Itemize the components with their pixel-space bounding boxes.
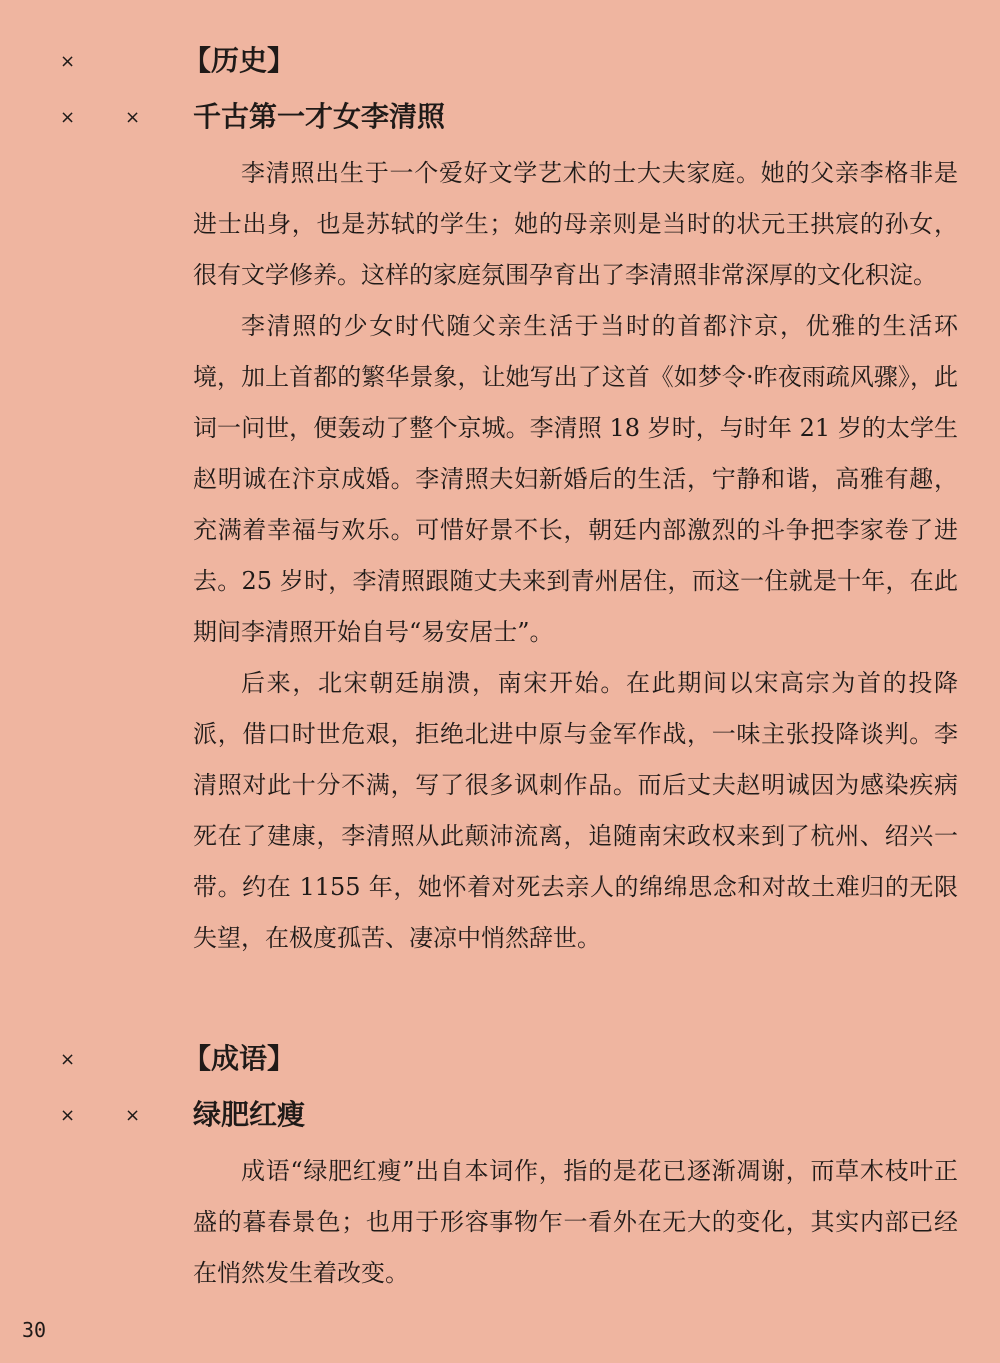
bullet-marker-icon: × [60, 107, 76, 128]
article-title-li-qingzhao: 千古第一才女李清照 [193, 100, 446, 133]
article-body-history [193, 148, 958, 964]
bullet-marker-icon: × [60, 1105, 76, 1126]
page-number: 30 [22, 1318, 47, 1342]
article-body-idiom [193, 1146, 958, 1299]
section-heading-idiom: 【成语】 [183, 1042, 296, 1075]
paragraph: 李清照出生于一个爱好文学艺术的士大夫家庭。她的父亲李格非是进士出身，也是苏轼的学生；她的母亲则是当时的状元王拱宸的孙女，很有文学修养。这样的家庭氛围孕育出了李清照非常深厚的文化积淀。 [193, 159, 958, 289]
paragraph: 李清照的少女时代随父亲生活于当时的首都汴京，优雅的生活环境，加上首都的繁华景象，让她写出了这首《如梦令·昨夜雨疏风骤》，此词一问世，便轰动了整个京城。李清照 18 岁时，与时年 21 岁的太学生赵明诚在汴京成婚。李清照夫妇新婚后的生活，宁静和谐，高雅有趣，充满着幸福与欢乐。可惜好景不长，朝廷内部激烈的斗争把李家卷了进去。25 岁时，李清照跟随丈夫来到青州居住，而这一住就是十年，在此期间李清照开始自号“易安居士”。 [193, 312, 958, 646]
section-heading-history: 【历史】 [183, 44, 296, 77]
bullet-marker-icon: × [60, 51, 76, 72]
article-title-lv-fei-hong-shou: 绿肥红瘦 [193, 1098, 306, 1131]
bullet-marker-icon: × [125, 1105, 141, 1126]
paragraph: 后来，北宋朝廷崩溃，南宋开始。在此期间以宋高宗为首的投降派，借口时世危艰，拒绝北进中原与金军作战，一味主张投降谈判。李清照对此十分不满，写了很多讽刺作品。而后丈夫赵明诚因为感染疾病死在了建康，李清照从此颠沛流离，追随南宋政权来到了杭州、绍兴一带。约在 1155 年，她怀着对死去亲人的绵绵思念和对故土难归的无限失望，在极度孤苦、凄凉中悄然辞世。 [193, 669, 958, 952]
paragraph: 成语“绿肥红瘦”出自本词作，指的是花已逐渐凋谢，而草木枝叶正盛的暮春景色；也用于形容事物乍一看外在无大的变化，其实内部已经在悄然发生着改变。 [193, 1157, 958, 1287]
bullet-marker-icon: × [125, 107, 141, 128]
bullet-marker-icon: × [60, 1049, 76, 1070]
